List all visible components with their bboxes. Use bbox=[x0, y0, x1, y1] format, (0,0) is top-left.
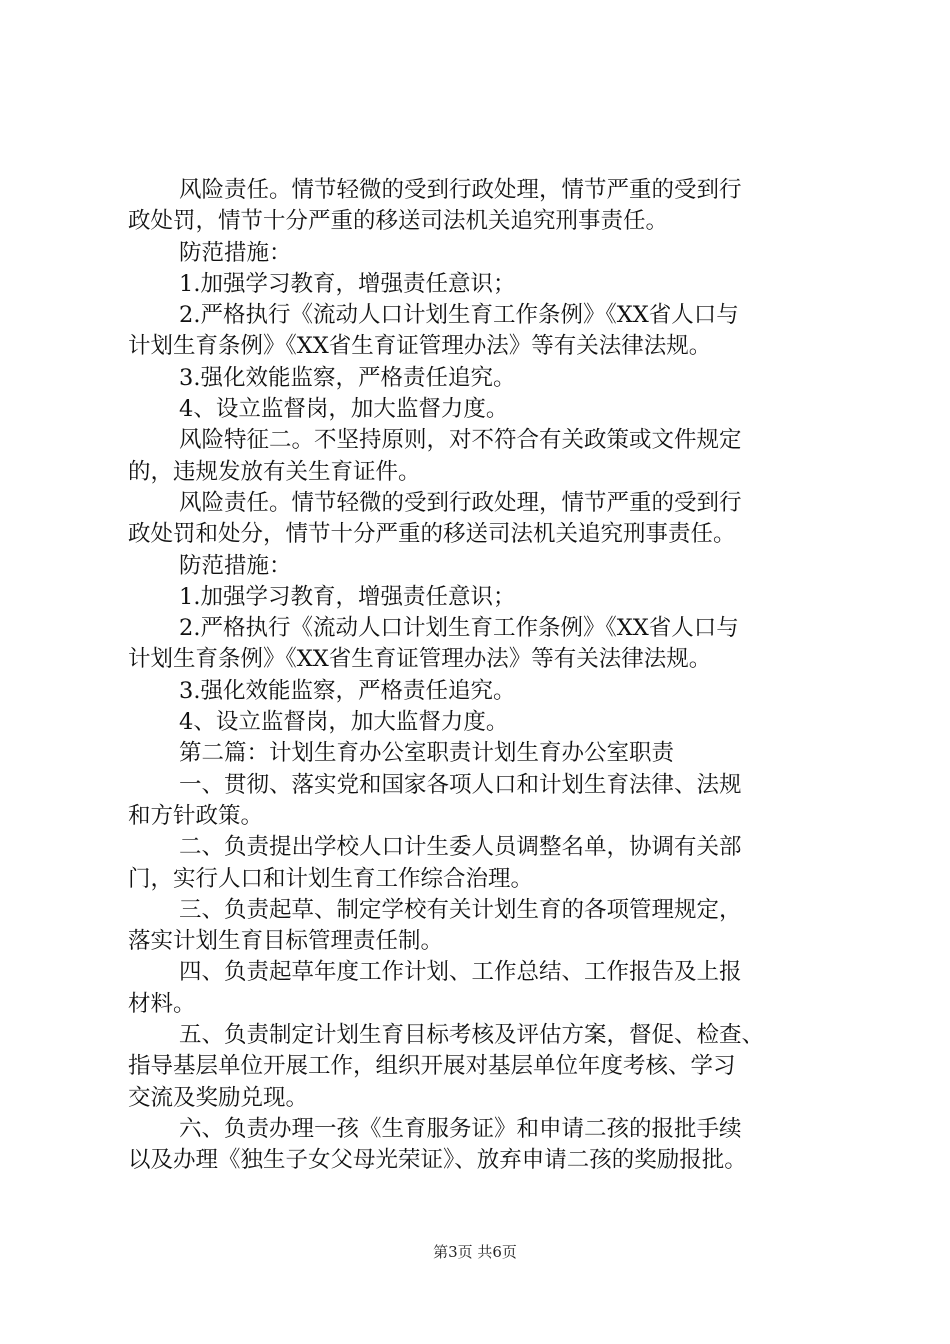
text-line: 材料。 bbox=[128, 990, 196, 1017]
text-line: 政处罚和处分，情节十分严重的移送司法机关追究刑事责任。 bbox=[128, 521, 736, 548]
text-line: 风险责任。情节轻微的受到行政处理，情节严重的受到行 bbox=[179, 489, 742, 516]
text-line: 以及办理《独生子女父母光荣证》、放弃申请二孩的奖励报批。 bbox=[128, 1147, 747, 1174]
text-line: 防范措施： bbox=[179, 239, 292, 266]
text-line: 3.强化效能监察，严格责任追究。 bbox=[179, 364, 516, 391]
page-footer: 第3页 共6页 bbox=[433, 1243, 517, 1261]
text-line: 1.加强学习教育，增强责任意识； bbox=[179, 583, 516, 610]
text-line: 防范措施： bbox=[179, 552, 292, 579]
text-line: 的，违规发放有关生育证件。 bbox=[128, 458, 421, 485]
text-line: 六、负责办理一孩《生育服务证》和申请二孩的报批手续 bbox=[179, 1115, 742, 1142]
text-line: 4、设立监督岗，加大监督力度。 bbox=[179, 709, 509, 736]
text-line: 三、负责起草、制定学校有关计划生育的各项管理规定， bbox=[179, 896, 742, 923]
text-line: 门，实行人口和计划生育工作综合治理。 bbox=[128, 865, 534, 892]
text-line: 风险责任。情节轻微的受到行政处理，情节严重的受到行 bbox=[179, 177, 742, 203]
text-line: 五、负责制定计划生育目标考核及评估方案，督促、检查、 bbox=[179, 1022, 765, 1049]
text-line: 风险特征二。不坚持原则，对不符合有关政策或文件规定 bbox=[179, 427, 742, 454]
text-line: 落实计划生育目标管理责任制。 bbox=[128, 928, 444, 955]
text-line: 交流及奖励兑现。 bbox=[128, 1084, 309, 1111]
text-line: 四、负责起草年度工作计划、工作总结、工作报告及上报 bbox=[179, 959, 742, 986]
text-line: 2.严格执行《流动人口计划生育工作条例》《XX省人口与 bbox=[179, 302, 739, 329]
text-line: 指导基层单位开展工作，组织开展对基层单位年度考核、学习 bbox=[128, 1053, 736, 1080]
text-line: 政处罚，情节十分严重的移送司法机关追究刑事责任。 bbox=[128, 208, 669, 235]
text-line: 第二篇：计划生育办公室职责计划生育办公室职责 bbox=[179, 740, 675, 767]
text-line: 计划生育条例》《XX省生育证管理办法》等有关法律法规。 bbox=[128, 333, 712, 360]
text-line: 3.强化效能监察，严格责任追究。 bbox=[179, 677, 516, 704]
text-line: 二、负责提出学校人口计生委人员调整名单，协调有关部 bbox=[179, 834, 742, 861]
text-line: 一、贯彻、落实党和国家各项人口和计划生育法律、法规 bbox=[179, 771, 742, 798]
text-line: 4、设立监督岗，加大监督力度。 bbox=[179, 396, 509, 423]
text-line: 2.严格执行《流动人口计划生育工作条例》《XX省人口与 bbox=[179, 615, 739, 642]
text-line: 1.加强学习教育，增强责任意识； bbox=[179, 270, 516, 297]
text-line: 和方针政策。 bbox=[128, 802, 264, 829]
document-body bbox=[128, 175, 833, 1177]
text-line: 计划生育条例》《XX省生育证管理办法》等有关法律法规。 bbox=[128, 646, 712, 673]
